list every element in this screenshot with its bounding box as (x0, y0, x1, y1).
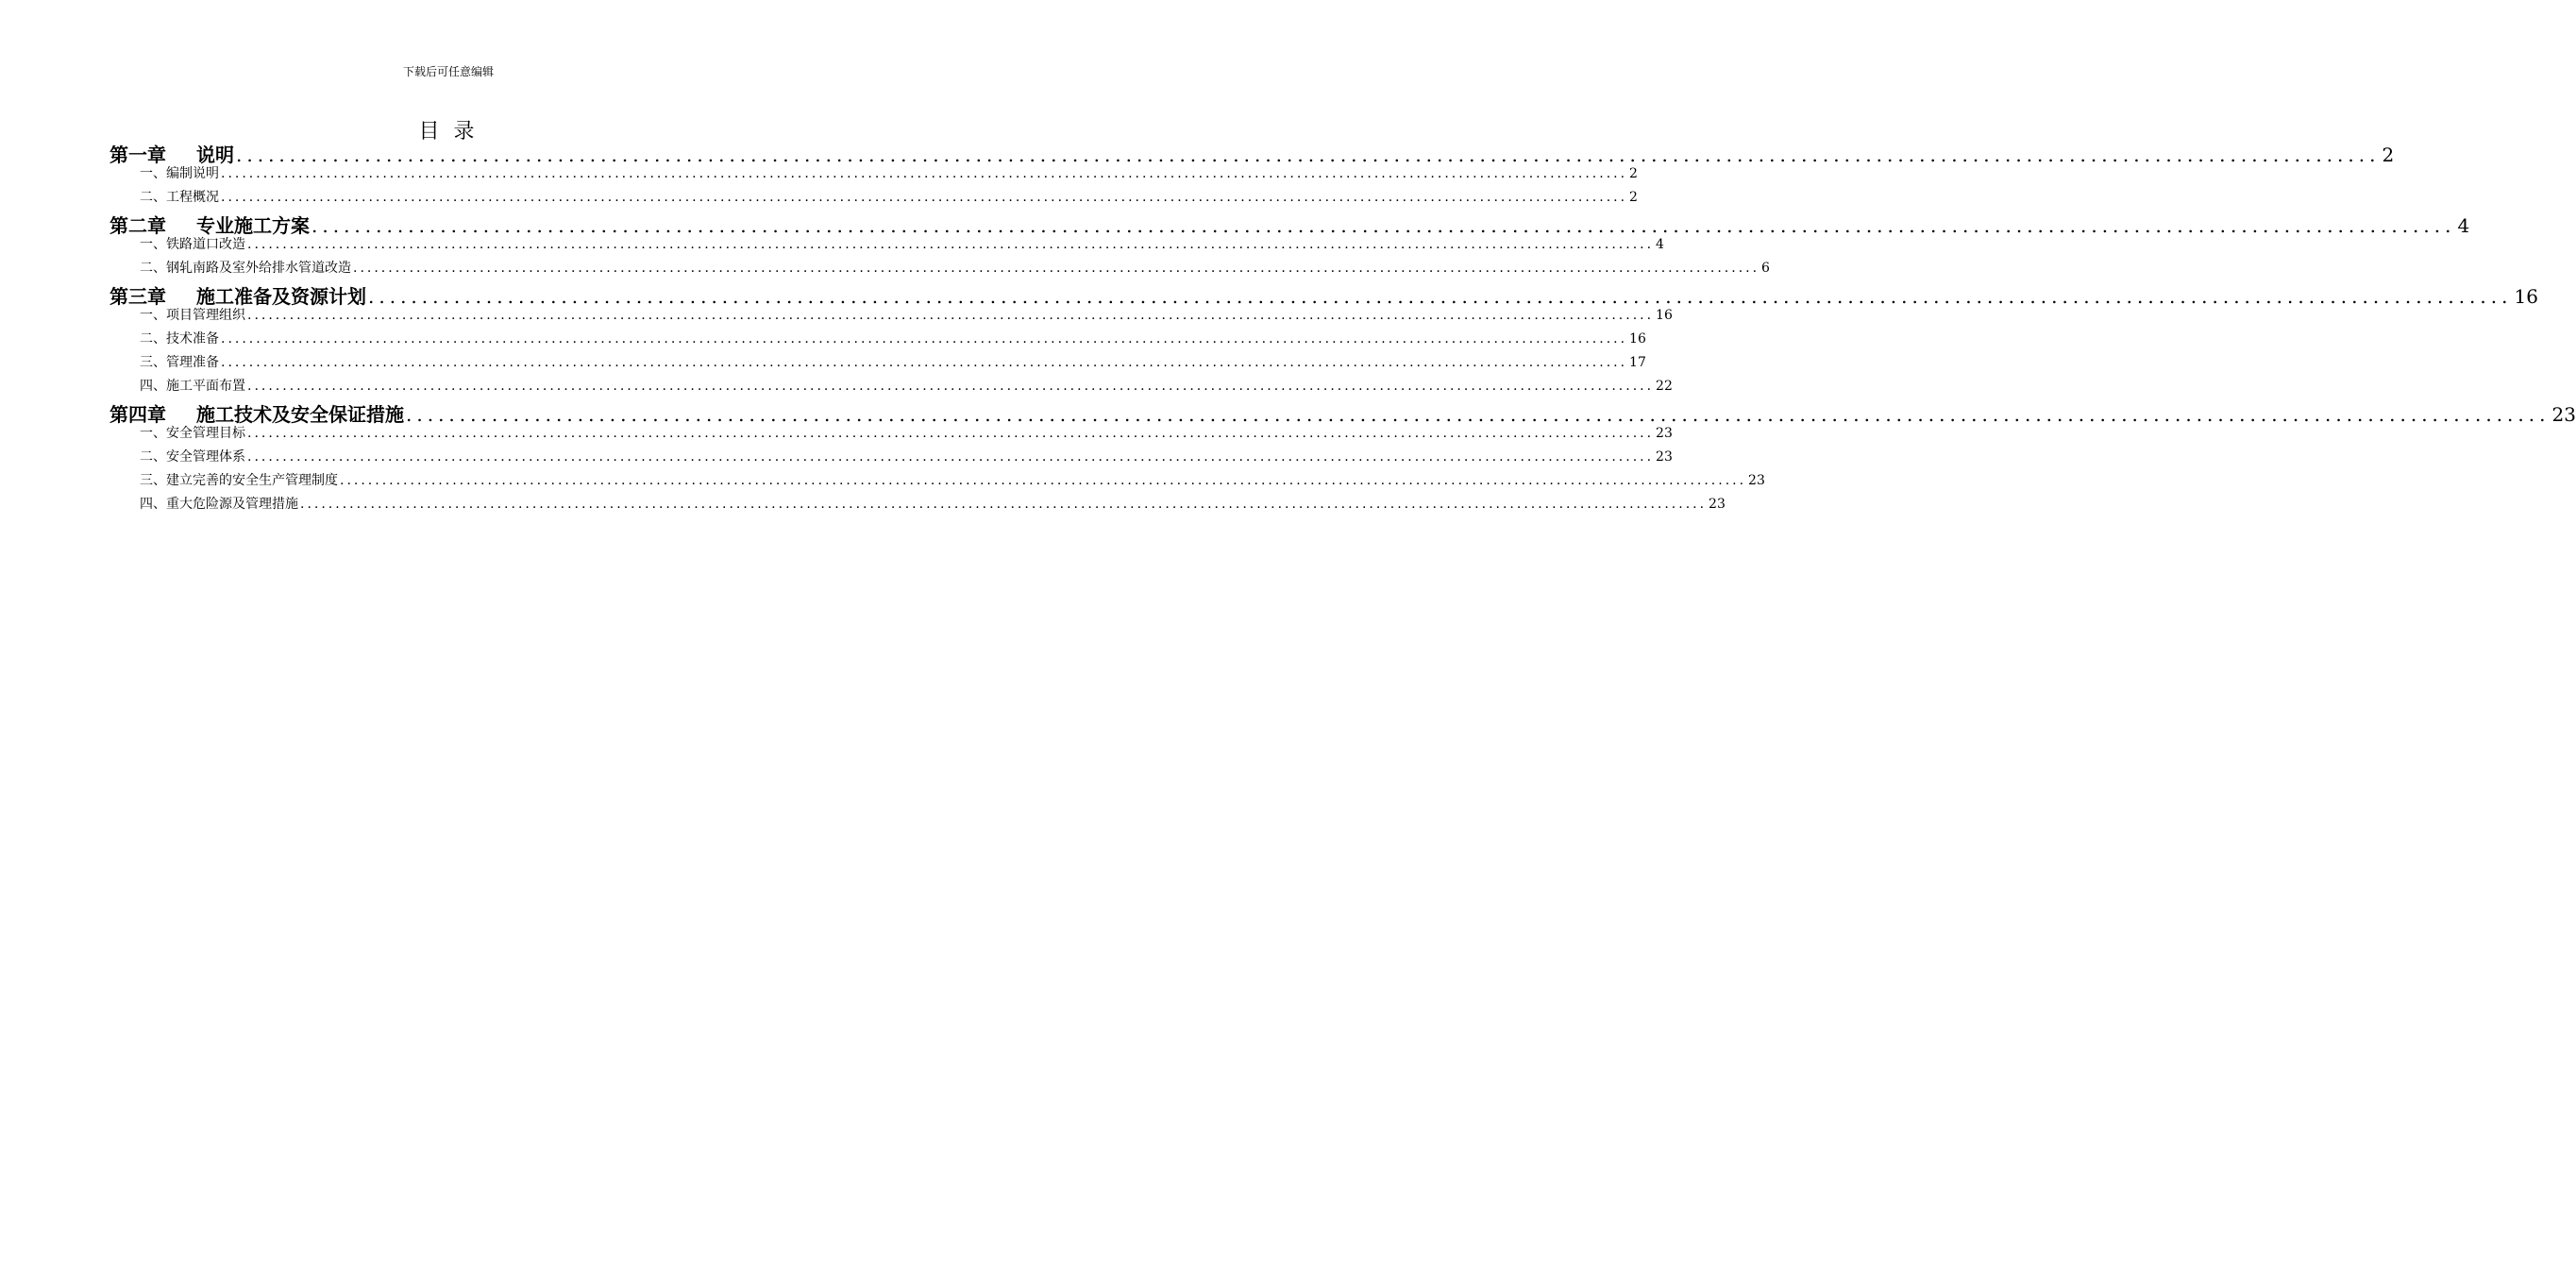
toc-entry-text (140, 163, 219, 182)
toc-entry-number: 二、 (140, 261, 166, 276)
toc-section-entry[interactable] (109, 376, 1673, 399)
toc-entry-number: 第三章 (109, 285, 166, 308)
toc-section-entry[interactable] (109, 352, 1646, 376)
toc-entry-text (140, 447, 245, 465)
toc-page-number: 23 (1709, 497, 1726, 512)
toc-entry-number: 一、 (140, 308, 166, 323)
toc-entry-text (140, 258, 351, 277)
toc-entry-number: 一、 (140, 237, 166, 252)
toc-section-entry[interactable] (109, 187, 1638, 211)
toc-section-entry[interactable] (109, 447, 1673, 470)
toc-entry-text (140, 187, 219, 206)
toc-entry-title: 施工技术及安全保证措施 (196, 403, 404, 426)
toc-section-entry[interactable] (109, 494, 1726, 517)
toc-section-entry[interactable] (109, 305, 1673, 329)
toc-entry-title: 工程概况 (166, 190, 219, 205)
toc-section-entry[interactable] (109, 234, 1664, 258)
toc-entry-text (140, 376, 245, 395)
toc-entry-title: 施工平面布置 (166, 379, 245, 394)
toc-page-number: 23 (2551, 403, 2576, 426)
toc-leader-dots: ........................................................................................................................................................................................................ (368, 285, 2513, 308)
toc-entry-title: 专业施工方案 (196, 214, 310, 237)
toc-entry-number: 四、 (140, 497, 166, 512)
toc-chapter-entry[interactable] (109, 281, 2538, 308)
toc-section-entry[interactable] (109, 423, 1673, 447)
toc-entry-title: 编制说明 (166, 166, 219, 181)
toc-entry-text (140, 470, 338, 489)
toc-entry-text (140, 494, 298, 513)
toc-page-number: 4 (1656, 237, 1664, 252)
toc-entry-number: 二、 (140, 449, 166, 465)
toc-entry-text (140, 352, 219, 371)
toc-leader-dots: ........................................................................................................................................................................................................ (247, 237, 1655, 252)
toc-entry-title: 安全管理体系 (166, 449, 245, 465)
toc-leader-dots: ........................................................................................................................................................................................................ (311, 214, 2456, 237)
toc-page-number: 4 (2457, 214, 2470, 237)
toc-leader-dots: ........................................................................................................................................................................................................ (221, 331, 1628, 347)
toc-page-number: 6 (1761, 261, 1770, 276)
toc-page-number: 23 (1656, 449, 1673, 465)
toc-entry-number: 三、 (140, 473, 166, 488)
toc-entry-title: 施工准备及资源计划 (196, 285, 366, 308)
toc-entry-title: 重大危险源及管理措施 (166, 497, 298, 512)
table-of-contents (109, 140, 2576, 517)
toc-leader-dots: ........................................................................................................................................................................................................ (247, 426, 1655, 441)
toc-leader-dots: ........................................................................................................................................................................................................ (353, 261, 1760, 276)
toc-entry-number: 一、 (140, 426, 166, 441)
toc-entry-title: 安全管理目标 (166, 426, 245, 441)
toc-entry-title: 建立完善的安全生产管理制度 (166, 473, 338, 488)
toc-entry-text (140, 329, 219, 347)
toc-entry-number: 二、 (140, 190, 166, 205)
toc-leader-dots: ........................................................................................................................................................................................................ (236, 144, 2381, 166)
toc-entry-title: 铁路道口改造 (166, 237, 245, 252)
header-note: 下载后可任意编辑 (402, 65, 494, 78)
toc-entry-number: 四、 (140, 379, 166, 394)
toc-entry-text (140, 234, 245, 253)
toc-chapter-entry[interactable] (109, 211, 2470, 237)
toc-entry-number: 三、 (140, 355, 166, 370)
toc-page-number: 16 (1656, 308, 1673, 323)
toc-entry-number: 一、 (140, 166, 166, 181)
toc-leader-dots: ........................................................................................................................................................................................................ (221, 166, 1628, 181)
toc-page-number: 2 (1629, 166, 1638, 181)
toc-leader-dots: ........................................................................................................................................................................................................ (340, 473, 1747, 488)
toc-section-entry[interactable] (109, 258, 1770, 281)
toc-leader-dots: ........................................................................................................................................................................................................ (221, 355, 1628, 370)
toc-chapter-entry[interactable] (109, 399, 2576, 426)
toc-page-number: 17 (1629, 355, 1646, 370)
toc-leader-dots: ........................................................................................................................................................................................................ (300, 497, 1708, 512)
toc-section-entry[interactable] (109, 329, 1646, 352)
toc-entry-number: 第四章 (109, 403, 166, 426)
toc-entry-text (140, 305, 245, 324)
toc-section-entry[interactable] (109, 470, 1765, 494)
toc-page-number: 2 (1629, 190, 1638, 205)
toc-leader-dots: ........................................................................................................................................................................................................ (406, 403, 2551, 426)
toc-leader-dots: ........................................................................................................................................................................................................ (247, 308, 1655, 323)
toc-entry-number: 二、 (140, 331, 166, 347)
toc-page-number: 16 (1629, 331, 1646, 347)
toc-leader-dots: ........................................................................................................................................................................................................ (247, 449, 1655, 465)
toc-section-entry[interactable] (109, 163, 1638, 187)
toc-entry-title: 管理准备 (166, 355, 219, 370)
toc-chapter-entry[interactable] (109, 140, 2395, 166)
toc-entry-title: 技术准备 (166, 331, 219, 347)
toc-page-number: 23 (1748, 473, 1765, 488)
toc-entry-text (140, 423, 245, 442)
toc-entry-title: 说明 (196, 144, 234, 166)
toc-page-number: 22 (1656, 379, 1673, 394)
toc-leader-dots: ........................................................................................................................................................................................................ (247, 379, 1655, 394)
toc-title: 目 录 (418, 120, 479, 144)
toc-page-number: 16 (2514, 285, 2538, 308)
toc-page-number: 2 (2382, 144, 2395, 166)
toc-entry-number: 第一章 (109, 144, 166, 166)
toc-entry-number: 第二章 (109, 214, 166, 237)
toc-leader-dots: ........................................................................................................................................................................................................ (221, 190, 1628, 205)
toc-page-number: 23 (1656, 426, 1673, 441)
toc-entry-title: 钢轧南路及室外给排水管道改造 (166, 261, 351, 276)
toc-entry-title: 项目管理组织 (166, 308, 245, 323)
